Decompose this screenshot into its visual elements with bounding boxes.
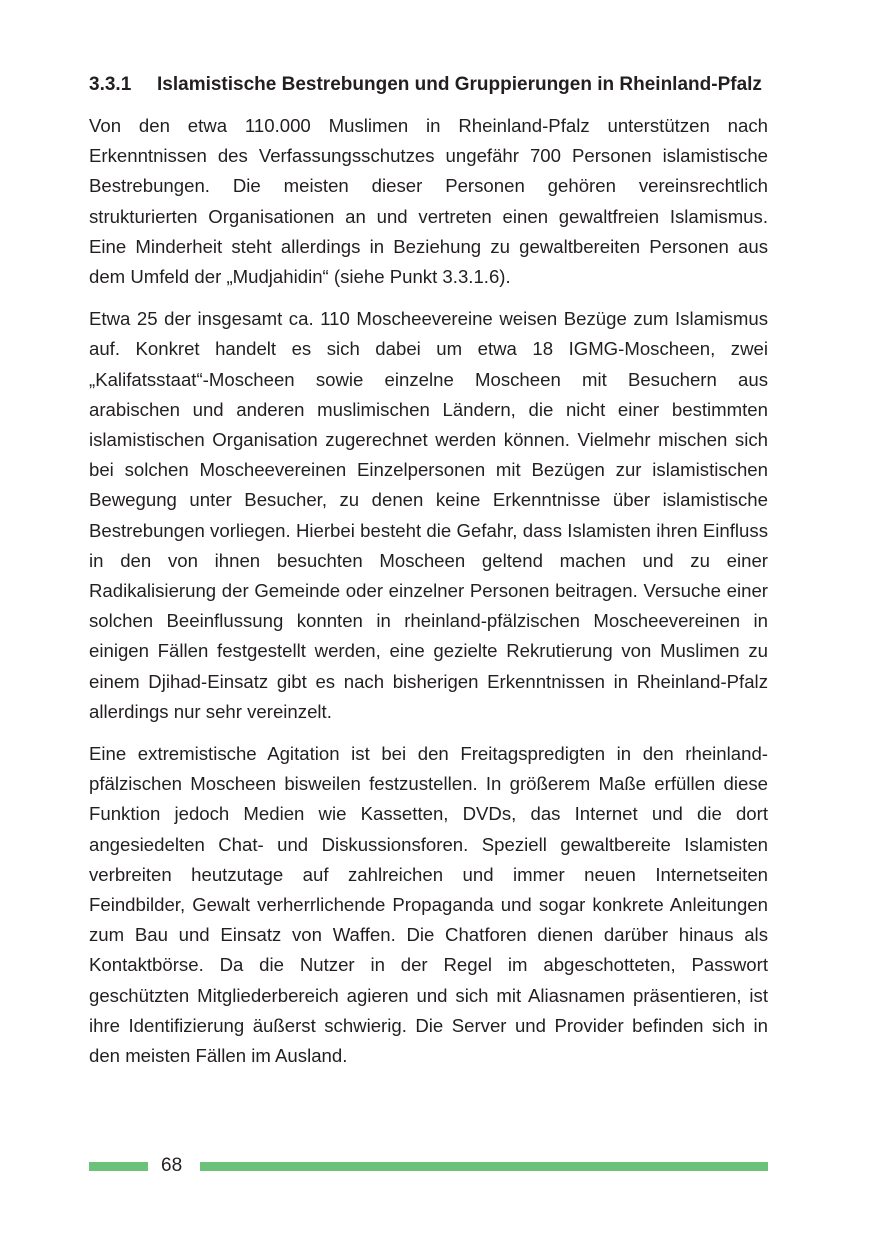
paragraph-muslims-overview: Von den etwa 110.000 Muslimen in Rheinland-Pfalz unterstützen nach Erkenntnissen des Verfassungsschutzes ungefähr 700 Personen islamistische Bestrebungen. Die meisten dieser Personen gehören vereinsrechtlich strukturierten Organisationen an und vertreten einen gewaltfreien Islamismus. Eine Minderheit steht allerdings in Beziehung zu gewaltbereiten Personen aus dem Umfeld der „Mudjahidin“ (siehe Punkt 3.3.1.6). <box>89 115 768 288</box>
footer-bar-right <box>200 1162 768 1171</box>
paragraph-extremist-agitation: Eine extremistische Agitation ist bei den Freitagspredigten in den rheinland-pfälzischen Moscheen bisweilen festzustellen. In größerem Maße erfüllen diese Funktion jedoch Medien wie Kassetten, DVDs, das Internet und die dort angesiedelten Chat- und Diskussionsforen. Speziell gewaltbereite Islamisten verbreiten heutzutage auf zahlreichen und immer neuen Internetseiten Feindbilder, Gewalt verherrlichende Propaganda und sogar konkrete Anleitungen zum Bau und Einsatz von Waffen. Die Chatforen dienen darüber hinaus als Kontaktbörse. Da die Nutzer in der Regel im abgeschotteten, Passwort geschützten Mitgliederbereich agieren und sich mit Aliasnamen präsentieren, ist ihre Identifizierung äußerst schwierig. Die Server und Provider befinden sich in den meisten Fällen im Ausland. <box>89 743 768 1067</box>
footer-bar-left <box>89 1162 148 1171</box>
page-content <box>89 70 768 1083</box>
section-number: 3.3.1 <box>89 74 132 95</box>
paragraph-mosque-associations: Etwa 25 der insgesamt ca. 110 Moscheevereine weisen Bezüge zum Islamismus auf. Konkret handelt es sich dabei um etwa 18 IGMG-Moscheen, zwei „Kalifatsstaat“-Moscheen sowie einzelne Moscheen mit Besuchern aus arabischen und anderen muslimischen Ländern, die nicht einer bestimmten islamistischen Organisation zugerechnet werden können. Vielmehr mischen sich bei solchen Moscheevereinen Einzelpersonen mit Bezügen zur islamistischen Bewegung unter Besucher, zu denen keine Erkenntnisse über islamistische Bestrebungen vorliegen. Hierbei besteht die Gefahr, dass Islamisten ihren Einfluss in den von ihnen besuchten Moscheen geltend machen und zu einer Radikalisierung der Gemeinde oder einzelner Personen beitragen. Versuche einer solchen Beeinflussung konnten in rheinland-pfälzischen Moscheevereinen in einigen Fällen festgestellt werden, eine gezielte Rekrutierung von Muslimen zu einem Djihad-Einsatz gibt es nach bisherigen Erkenntnissen in Rheinland-Pfalz allerdings nur sehr vereinzelt. <box>89 308 768 722</box>
page-footer <box>89 1152 768 1180</box>
section-title: Islamistische Bestrebungen und Gruppierungen in Rheinland-Pfalz <box>157 74 762 95</box>
page-number: 68 <box>161 1155 183 1176</box>
section-heading <box>89 70 768 99</box>
